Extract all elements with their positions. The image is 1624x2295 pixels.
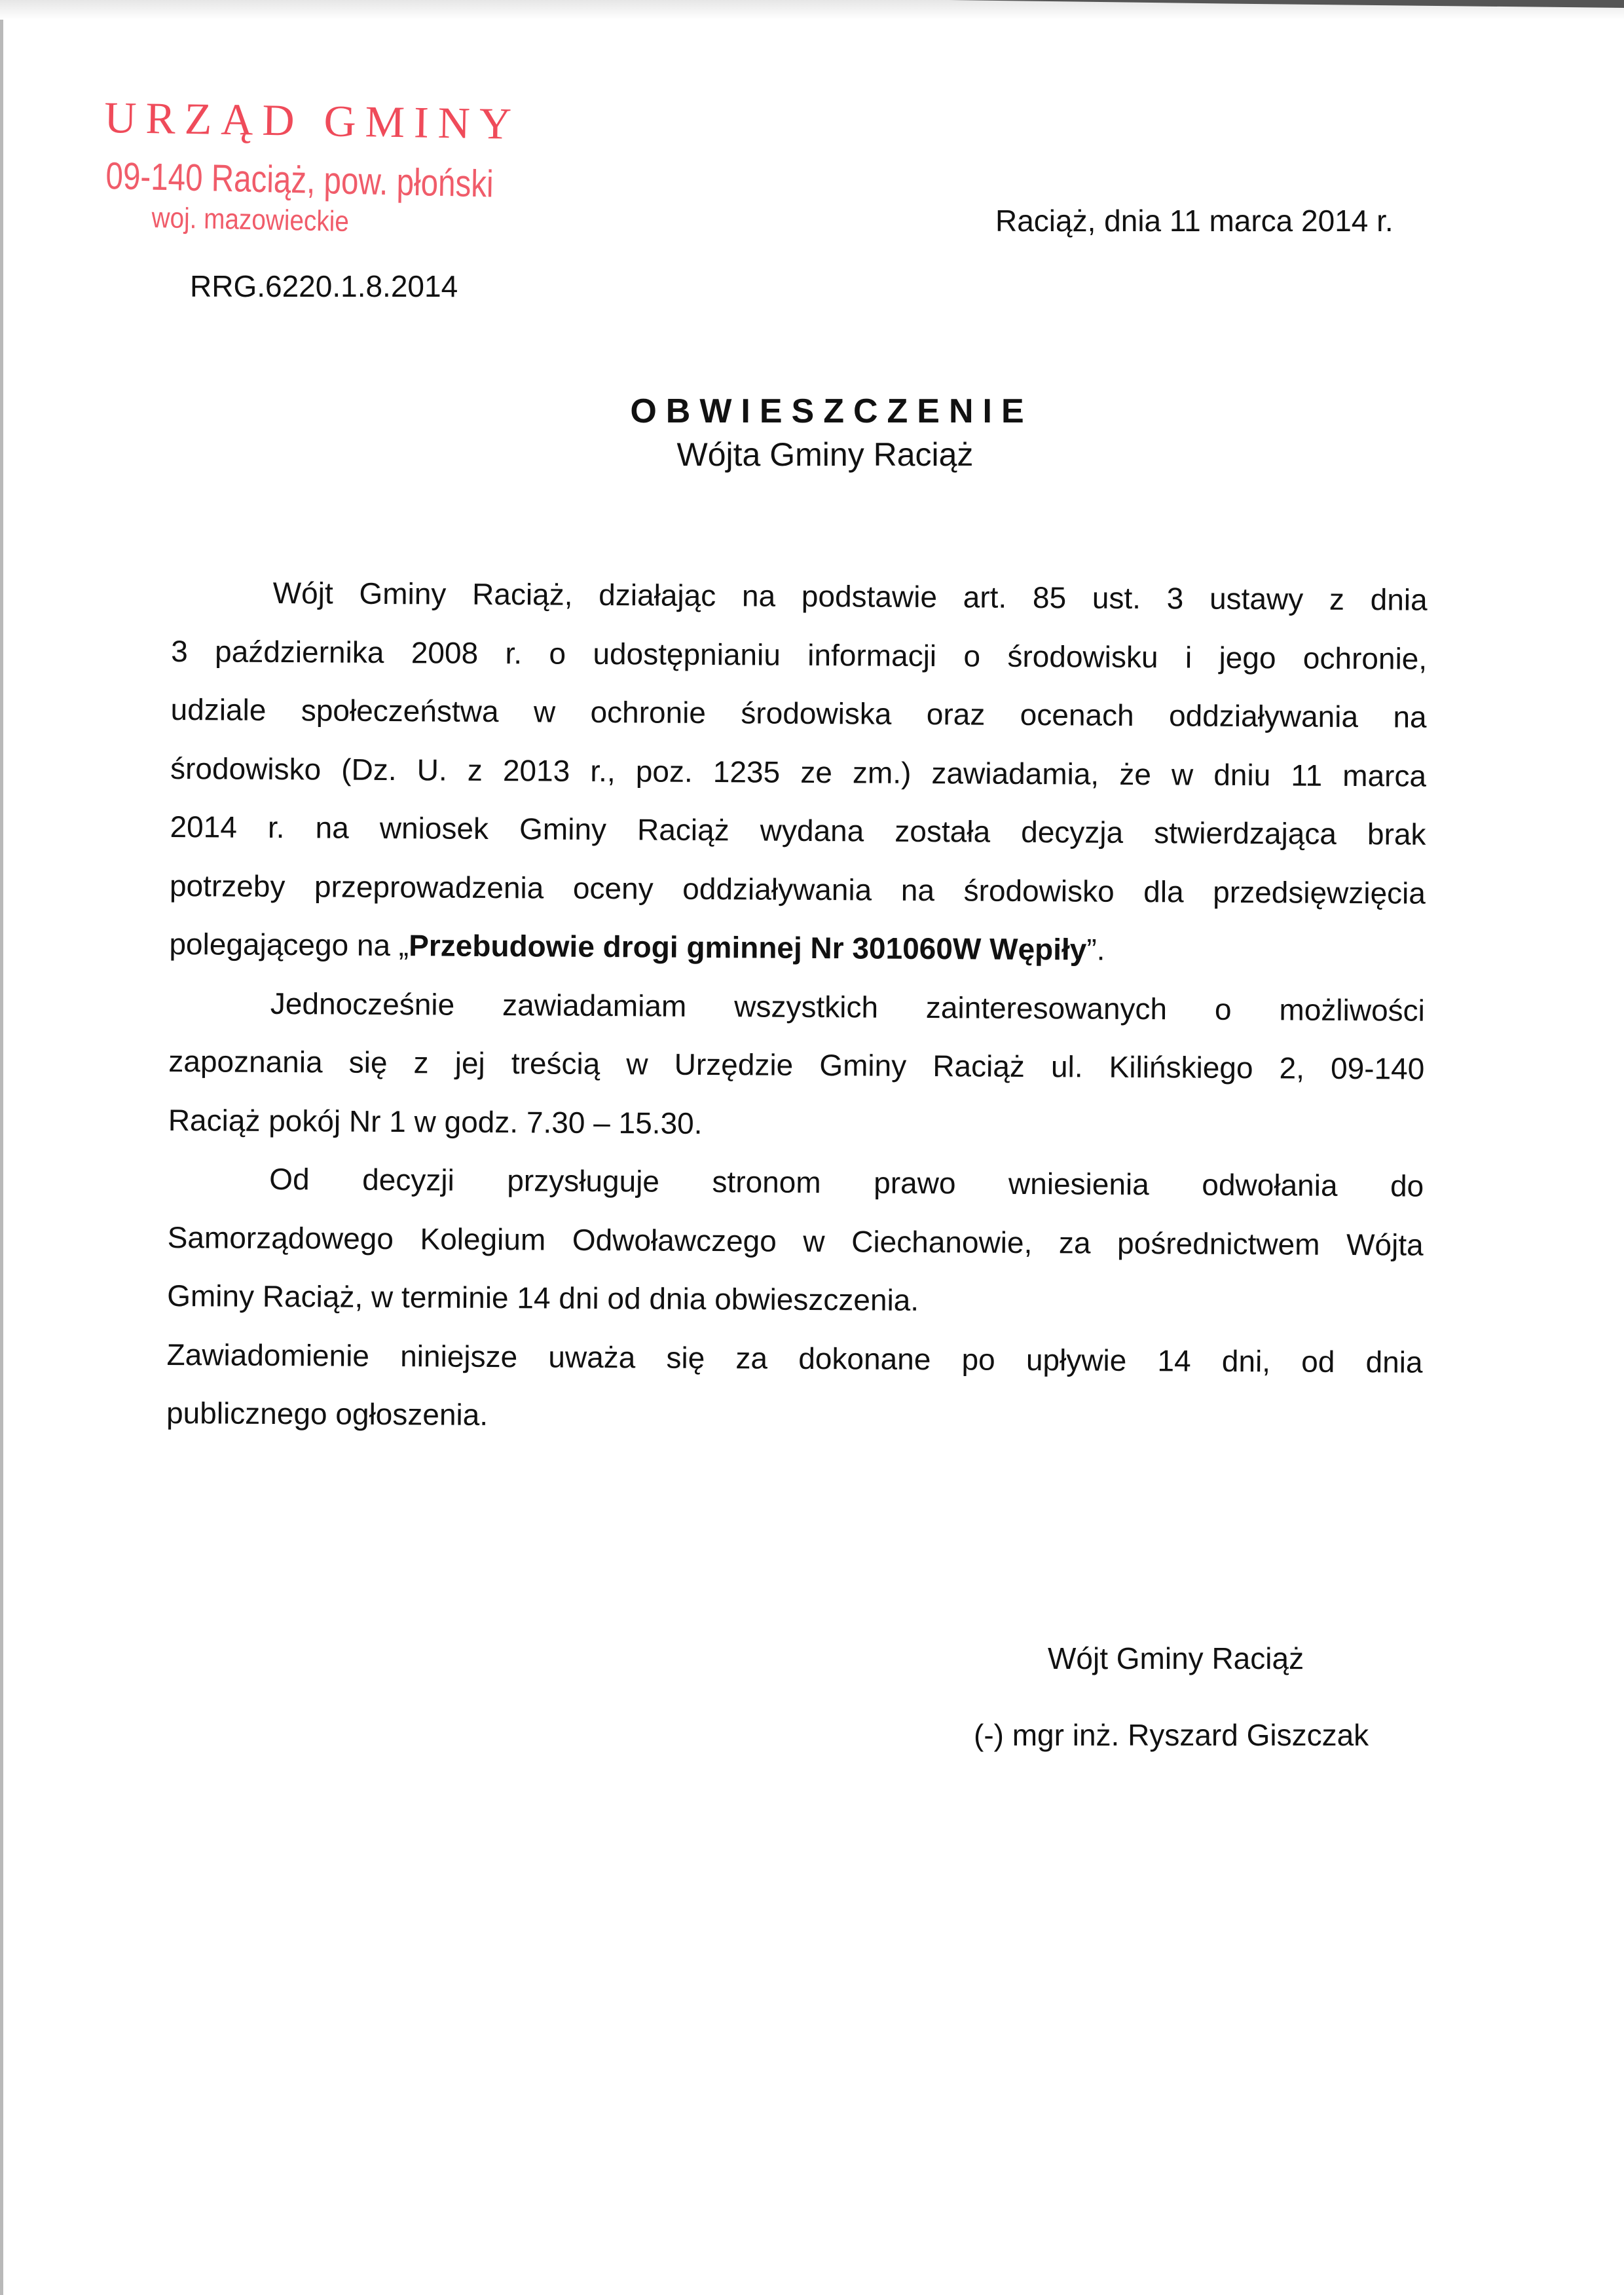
signature-title: Wójt Gminy Raciąż bbox=[1048, 1641, 1304, 1675]
text-line: zapoznania się z jej treścią w Urzędzie Gminy Raciąż ul. Kilińskiego 2, 09-140 bbox=[168, 1043, 1425, 1086]
stamp-office-name: URZĄD GMINY bbox=[103, 92, 521, 149]
paragraph-notice-effective bbox=[166, 1325, 1423, 1450]
text-line: Wójt Gminy Raciąż, działając na podstawie art. 85 ust. 3 ustawy z dnia bbox=[272, 575, 1428, 617]
text-line: publicznego ogłoszenia. bbox=[166, 1395, 489, 1432]
stamp-voivodeship: woj. mazowieckie bbox=[151, 202, 350, 238]
text-line: 3 października 2008 r. o udostępnianiu informacji o środowisku i jego ochronie, bbox=[171, 633, 1428, 676]
text-line: Jednocześnie zawiadamiam wszystkich zainteresowanych o możliwości bbox=[270, 986, 1426, 1028]
project-name: Przebudowie drogi gminnej Nr 301060W Wępiły bbox=[409, 928, 1087, 967]
stamp-address: 09-140 Raciąż, pow. płoński bbox=[105, 154, 494, 206]
scan-edge-left bbox=[0, 0, 3, 2295]
text-fragment: polegającego na „ bbox=[169, 926, 409, 963]
text-line: Od decyzji przysługuje stronom prawo wniesienia odwołania do bbox=[269, 1161, 1424, 1203]
document-body bbox=[166, 563, 1428, 1450]
text-fragment: ”. bbox=[1086, 932, 1105, 967]
text-line: udziale społeczeństwa w ochronie środowiska oraz ocenach oddziaływania na bbox=[170, 692, 1427, 734]
text-line: Zawiadomienie niniejsze uważa się za dokonane po upływie 14 dni, od dnia bbox=[166, 1337, 1423, 1379]
text-line: Raciąż pokój Nr 1 w godz. 7.30 – 15.30. bbox=[168, 1102, 703, 1140]
text-line: środowisko (Dz. U. z 2013 r., poz. 1235 ze zm.) zawiadamia, że w dniu 11 marca bbox=[170, 751, 1427, 793]
signature-name: (-) mgr inż. Ryszard Giszczak bbox=[974, 1718, 1369, 1752]
paragraph-inspection bbox=[168, 973, 1426, 1157]
text-line: Gminy Raciąż, w terminie 14 dni od dnia obwieszczenia. bbox=[167, 1278, 919, 1317]
text-line: 2014 r. na wniosek Gminy Raciąż wydana została decyzja stwierdzająca brak bbox=[170, 809, 1426, 851]
paragraph-legal-basis bbox=[169, 563, 1428, 981]
place-and-date: Raciąż, dnia 11 marca 2014 r. bbox=[995, 204, 1393, 238]
paragraph-appeal bbox=[167, 1149, 1424, 1333]
reference-number: RRG.6220.1.8.2014 bbox=[190, 269, 458, 303]
text-line: potrzeby przeprowadzenia oceny oddziaływania na środowisko dla przedsięwzięcia bbox=[169, 868, 1426, 910]
text-line bbox=[169, 915, 1426, 981]
document-title: OBWIESZCZENIE bbox=[630, 392, 1033, 430]
document-subtitle: Wójta Gminy Raciąż bbox=[676, 436, 974, 473]
text-line: Samorządowego Kolegium Odwoławczego w Ciechanowie, za pośrednictwem Wójta bbox=[167, 1220, 1424, 1262]
